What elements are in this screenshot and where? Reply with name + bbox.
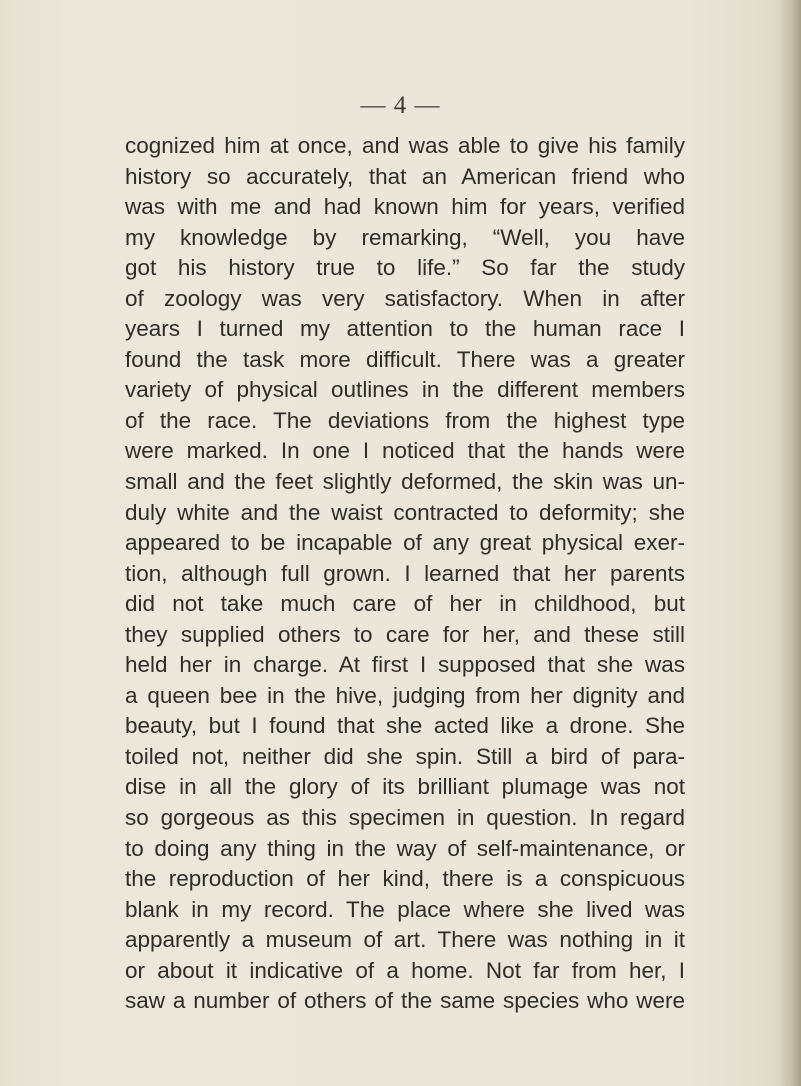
text-line: apparently a museum of art. There was nothing in it <box>125 927 685 953</box>
text-line: to doing any thing in the way of self-maintenance, or <box>125 835 685 861</box>
text-line: so gorgeous as this specimen in question. In regard <box>125 805 685 831</box>
text-line: did not take much care of her in childhood, but <box>125 591 685 617</box>
text-line: they supplied others to care for her, and these still <box>125 621 685 647</box>
text-line: tion, although full grown. I learned that her parents <box>125 560 685 586</box>
text-line: cognized him at once, and was able to give his family <box>125 133 685 158</box>
text-line: years I turned my attention to the human race I <box>125 316 685 342</box>
text-line: got his history true to life.” So far the study <box>125 255 685 281</box>
text-line: dise in all the glory of its brilliant plumage was not <box>125 774 685 800</box>
page-edge-shadow <box>779 0 801 1086</box>
page-number: — 4 — <box>360 92 441 119</box>
text-line: history so accurately, that an American friend who <box>125 163 685 189</box>
text-line: appeared to be incapable of any great physical exer- <box>125 530 685 556</box>
text-line: were marked. In one I noticed that the hands were <box>125 438 685 464</box>
text-line: of zoology was very satisfactory. When in after <box>125 285 685 311</box>
body-text <box>125 131 685 1017</box>
text-line: small and the feet slightly deformed, the skin was un- <box>125 469 685 495</box>
text-line: or about it indicative of a home. Not far from her, I <box>125 957 685 983</box>
text-line: of the race. The deviations from the highest type <box>125 407 685 433</box>
text-line: was with me and had known him for years, verified <box>125 194 685 220</box>
text-line: found the task more difficult. There was a greater <box>125 346 685 372</box>
text-line: my knowledge by remarking, “Well, you have <box>125 224 685 250</box>
text-line: the reproduction of her kind, there is a conspicuous <box>125 866 685 892</box>
text-line: held her in charge. At first I supposed that she was <box>125 652 685 678</box>
text-line: duly white and the waist contracted to deformity; she <box>125 499 685 525</box>
text-line: variety of physical outlines in the different members <box>125 377 685 403</box>
text-line: toiled not, neither did she spin. Still a bird of para- <box>125 743 685 769</box>
text-line: a queen bee in the hive, judging from her dignity and <box>125 682 685 708</box>
text-line: beauty, but I found that she acted like a drone. She <box>125 713 685 739</box>
text-line: blank in my record. The place where she lived was <box>125 896 685 922</box>
text-line: saw a number of others of the same species who were <box>125 988 685 1014</box>
